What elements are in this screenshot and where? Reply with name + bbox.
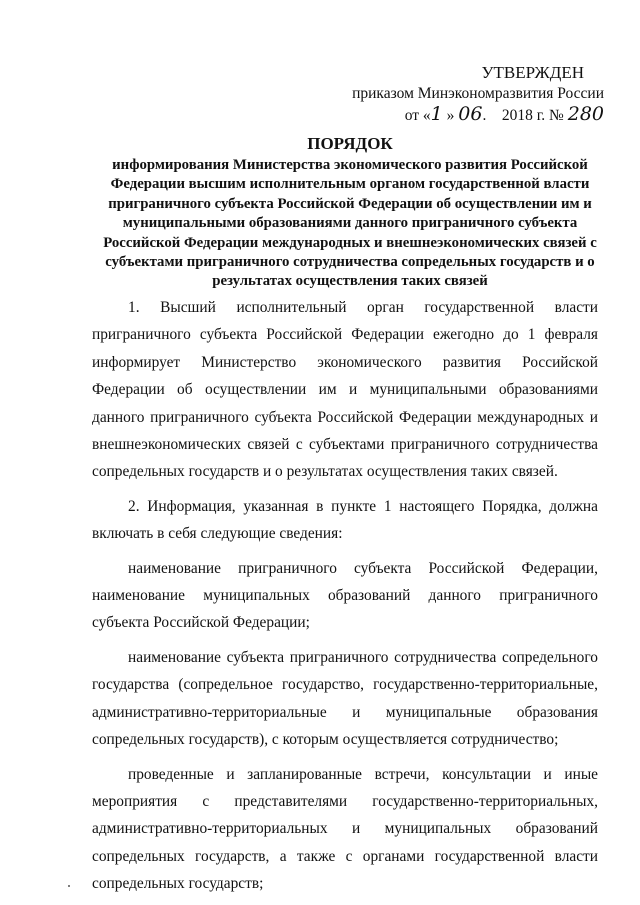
paragraph-4: наименование субъекта приграничного сотрудничества сопредельного государства (сопредельное государство, государственно-территориальные, административно-территориальные и муниципальные образования сопредельных государств), с которым осуществляется сотрудничество; [92, 648, 598, 749]
paragraph-1: 1. Высший исполнительный орган государственной власти приграничного субъекта Российской Федерации ежегодно до 1 февраля информирует Министерство экономического развития Российской Федерации об осуществлении им и муниципальными образованиями данного приграничного субъекта Российской Федерации международных и внешнеэкономических связей с субъектами приграничного сотрудничества сопредельных государств и о результатах осуществления таких связей. [92, 299, 598, 481]
title-block [92, 133, 608, 292]
date-year: 2018 г. № [501, 107, 564, 124]
paragraph-3: наименование приграничного субъекта Российской Федерации, наименование муниципальных образований данного приграничного субъекта Российской Федерации; [92, 559, 598, 632]
approval-stamp [304, 62, 604, 126]
page-subtitle: информирования Министерства экономического развития Российской Федерации высшим исполнительным органом государственной власти приграничного субъекта Российской Федерации об осуществлении им и муниципальными образованиями данного приграничного субъекта Российской Федерации международных и внешнеэкономических связей с субъектами приграничного сотрудничества сопредельных государств и о результатах осуществления таких связей [103, 157, 597, 290]
approval-order-line: приказом Минэкономразвития России [352, 85, 604, 102]
date-mid: » [446, 107, 455, 124]
scan-dot [68, 885, 70, 887]
handwritten-day: 1 [430, 103, 443, 125]
approval-date-line: от «1 » 06. 2018 г. № 280 [404, 103, 604, 125]
handwritten-month: 06 [458, 103, 483, 125]
paragraph-2: 2. Информация, указанная в пункте 1 настоящего Порядка, должна включать в себя следующие сведения: [92, 497, 598, 543]
handwritten-number: 280 [567, 103, 604, 125]
approval-title: УТВЕРЖДЕН [481, 63, 584, 82]
document-body [92, 294, 598, 905]
page-title: ПОРЯДОК [307, 134, 393, 153]
date-prefix: от « [404, 107, 431, 124]
paragraph-5: проведенные и запланированные встречи, консультации и иные мероприятия с представителями государственно-территориальных, административно-территориальных и муниципальных образований сопредельных государств, а также с органами государственной власти сопредельных государств; [92, 765, 598, 893]
